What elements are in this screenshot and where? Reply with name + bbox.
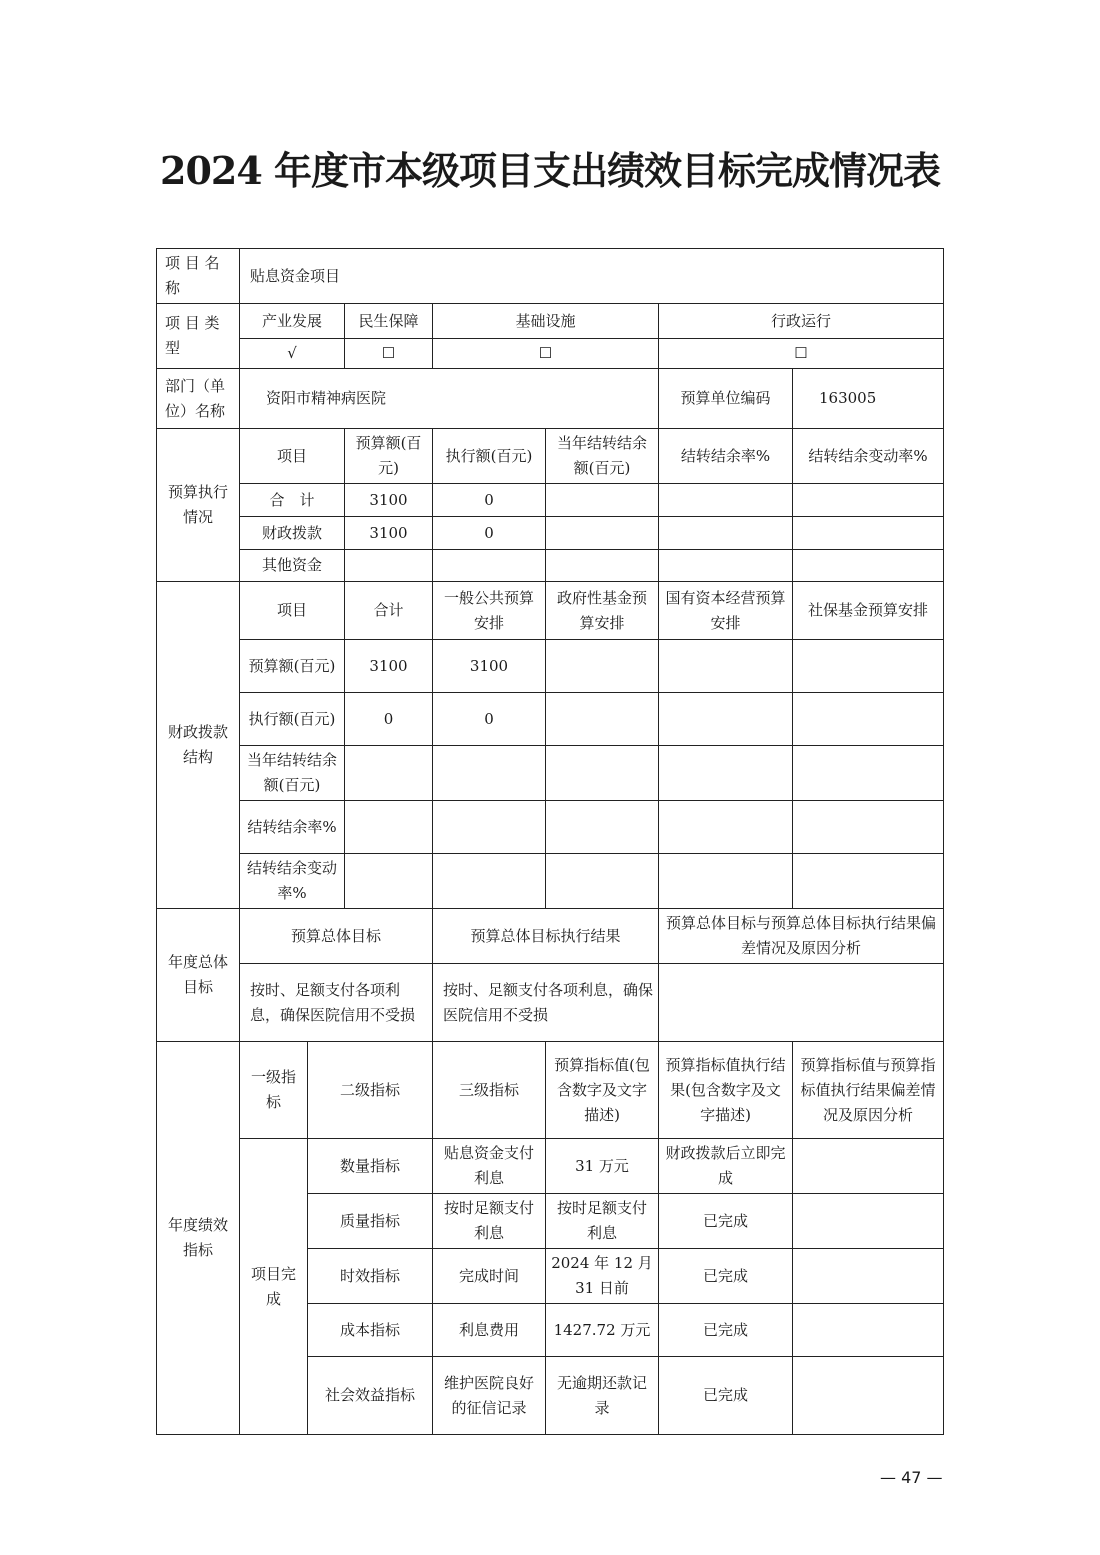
structure-cell: 3100 <box>433 640 546 693</box>
exec-label: 预算执行情况 <box>157 429 240 582</box>
perf-header: 二级指标 <box>308 1042 433 1139</box>
perf-cell: 社会效益指标 <box>308 1357 433 1435</box>
perf-cell <box>793 1357 944 1435</box>
checkmark: √ <box>240 339 345 369</box>
perf-cell: 数量指标 <box>308 1139 433 1194</box>
structure-header: 项目 <box>240 582 345 640</box>
structure-cell <box>546 801 659 854</box>
structure-cell: 0 <box>433 693 546 746</box>
perf-label: 年度绩效指标 <box>157 1042 240 1435</box>
checkbox: ☐ <box>433 339 659 369</box>
perf-cell: 质量指标 <box>308 1194 433 1249</box>
perf-cell: 无逾期还款记录 <box>546 1357 659 1435</box>
performance-table <box>156 248 944 1435</box>
structure-cell <box>659 801 793 854</box>
perf-cell: 维护医院良好的征信记录 <box>433 1357 546 1435</box>
page-title: 2024 年度市本级项目支出绩效目标完成情况表 <box>160 148 940 193</box>
exec-cell: 合 计 <box>240 484 345 517</box>
dept-value: 资阳市精神病医院 <box>240 369 659 429</box>
perf-level1: 项目完成 <box>240 1139 308 1435</box>
type-option-name: 产业发展 <box>240 304 345 339</box>
perf-header: 预算指标值执行结果(包含数字及文字描述) <box>659 1042 793 1139</box>
type-option-name: 民生保障 <box>345 304 433 339</box>
structure-label: 财政拨款结构 <box>157 582 240 909</box>
exec-cell <box>793 484 944 517</box>
exec-cell <box>793 550 944 582</box>
structure-cell <box>546 693 659 746</box>
structure-cell <box>433 801 546 854</box>
perf-cell: 财政拨款后立即完成 <box>659 1139 793 1194</box>
structure-cell <box>793 801 944 854</box>
project-name-label: 项 目 名 称 <box>157 249 240 304</box>
perf-cell: 按时足额支付利息 <box>546 1194 659 1249</box>
structure-header: 政府性基金预算安排 <box>546 582 659 640</box>
structure-cell <box>546 746 659 801</box>
budget-code-value: 163005 <box>793 369 944 429</box>
perf-cell: 已完成 <box>659 1304 793 1357</box>
annual-analysis <box>659 964 944 1042</box>
exec-header: 预算额(百元) <box>345 429 433 484</box>
exec-cell <box>546 517 659 550</box>
type-option-name: 行政运行 <box>659 304 944 339</box>
budget-code-label: 预算单位编码 <box>659 369 793 429</box>
annual-label: 年度总体目标 <box>157 909 240 1042</box>
page-number: — 47 — <box>880 1468 943 1487</box>
exec-header: 执行额(百元) <box>433 429 546 484</box>
exec-cell <box>659 484 793 517</box>
project-type-label: 项 目 类 型 <box>157 304 240 369</box>
exec-header: 当年结转结余额(百元) <box>546 429 659 484</box>
exec-cell: 0 <box>433 484 546 517</box>
perf-cell: 2024 年 12 月 31 日前 <box>546 1249 659 1304</box>
exec-cell <box>659 517 793 550</box>
structure-cell <box>345 746 433 801</box>
structure-cell <box>793 640 944 693</box>
perf-header: 预算指标值与预算指标值执行结果偏差情况及原因分析 <box>793 1042 944 1139</box>
structure-header: 社保基金预算安排 <box>793 582 944 640</box>
exec-cell: 其他资金 <box>240 550 345 582</box>
structure-cell <box>793 693 944 746</box>
exec-cell <box>345 550 433 582</box>
structure-cell <box>659 640 793 693</box>
exec-cell <box>546 550 659 582</box>
annual-goal: 按时、足额支付各项利息，确保医院信用不受损 <box>240 964 433 1042</box>
structure-cell <box>659 746 793 801</box>
structure-cell: 结转结余率% <box>240 801 345 854</box>
project-name-value: 贴息资金项目 <box>240 249 944 304</box>
perf-header: 预算指标值(包含数字及文字描述) <box>546 1042 659 1139</box>
perf-cell: 成本指标 <box>308 1304 433 1357</box>
exec-cell <box>793 517 944 550</box>
exec-cell <box>433 550 546 582</box>
perf-cell: 已完成 <box>659 1249 793 1304</box>
perf-cell: 按时足额支付利息 <box>433 1194 546 1249</box>
structure-cell: 结转结余变动率% <box>240 854 345 909</box>
dept-label: 部门（单位）名称 <box>157 369 240 429</box>
structure-cell <box>345 854 433 909</box>
perf-cell: 已完成 <box>659 1357 793 1435</box>
annual-header: 预算总体目标与预算总体目标执行结果偏差情况及原因分析 <box>659 909 944 964</box>
perf-cell <box>793 1139 944 1194</box>
perf-cell: 已完成 <box>659 1194 793 1249</box>
annual-header: 预算总体目标执行结果 <box>433 909 659 964</box>
exec-cell <box>546 484 659 517</box>
type-option-name: 基础设施 <box>433 304 659 339</box>
perf-cell: 贴息资金支付利息 <box>433 1139 546 1194</box>
perf-header: 三级指标 <box>433 1042 546 1139</box>
annual-result: 按时、足额支付各项利息，确保医院信用不受损 <box>433 964 659 1042</box>
exec-cell: 3100 <box>345 484 433 517</box>
structure-cell <box>546 640 659 693</box>
exec-header: 结转结余变动率% <box>793 429 944 484</box>
perf-cell <box>793 1249 944 1304</box>
structure-cell <box>345 801 433 854</box>
structure-cell <box>433 746 546 801</box>
perf-cell <box>793 1304 944 1357</box>
perf-cell: 31 万元 <box>546 1139 659 1194</box>
structure-cell <box>793 854 944 909</box>
perf-cell <box>793 1194 944 1249</box>
perf-header: 一级指标 <box>240 1042 308 1139</box>
structure-cell <box>659 854 793 909</box>
exec-header: 结转结余率% <box>659 429 793 484</box>
structure-cell: 当年结转结余额(百元) <box>240 746 345 801</box>
exec-cell: 财政拨款 <box>240 517 345 550</box>
structure-header: 国有资本经营预算安排 <box>659 582 793 640</box>
annual-header: 预算总体目标 <box>240 909 433 964</box>
perf-cell: 利息费用 <box>433 1304 546 1357</box>
structure-cell <box>546 854 659 909</box>
checkbox: ☐ <box>659 339 944 369</box>
structure-cell <box>433 854 546 909</box>
structure-header: 一般公共预算安排 <box>433 582 546 640</box>
structure-cell <box>793 746 944 801</box>
exec-cell: 0 <box>433 517 546 550</box>
checkbox: ☐ <box>345 339 433 369</box>
structure-cell: 3100 <box>345 640 433 693</box>
structure-cell <box>659 693 793 746</box>
perf-cell: 1427.72 万元 <box>546 1304 659 1357</box>
exec-header: 项目 <box>240 429 345 484</box>
exec-cell: 3100 <box>345 517 433 550</box>
structure-cell: 0 <box>345 693 433 746</box>
structure-cell: 执行额(百元) <box>240 693 345 746</box>
perf-cell: 时效指标 <box>308 1249 433 1304</box>
structure-cell: 预算额(百元) <box>240 640 345 693</box>
structure-header: 合计 <box>345 582 433 640</box>
perf-cell: 完成时间 <box>433 1249 546 1304</box>
exec-cell <box>659 550 793 582</box>
